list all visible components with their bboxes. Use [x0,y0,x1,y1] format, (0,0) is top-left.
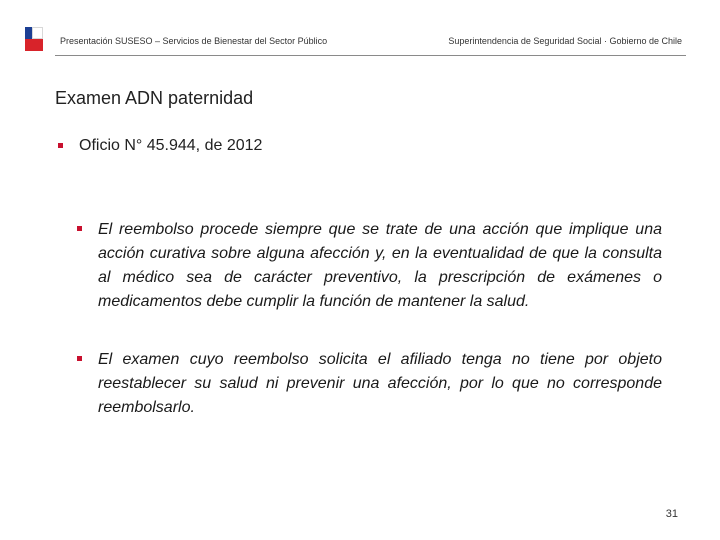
level1-item: Oficio N° 45.944, de 2012 [79,137,263,154]
square-bullet-icon [77,356,82,361]
level2-item: El examen cuyo reembolso solicita el afiliado tenga no tiene por objeto reestablecer su salud ni prevenir una afección, por lo que no corresponde reembolsarlo. [98,351,662,416]
header-right-text: Superintendencia de Seguridad Social · Gobierno de Chile [448,36,682,46]
page-number: 31 [665,508,678,520]
level2-item: El reembolso procede siempre que se trate de una acción que implique una acción curativa sobre alguna afección y, en la eventualidad de que la consulta al médico sea de carácter preventivo, la prescripción de exámenes o medicamentos debe cumplir la función de mantener la salud. [98,221,662,310]
slide-title: Examen ADN paternidad [55,88,254,108]
header-left-text: Presentación SUSESO – Servicios de Bienestar del Sector Público [60,36,328,46]
chile-flag-icon [25,27,43,51]
square-bullet-icon [58,143,63,148]
square-bullet-icon [77,226,82,231]
header-divider [55,55,686,56]
